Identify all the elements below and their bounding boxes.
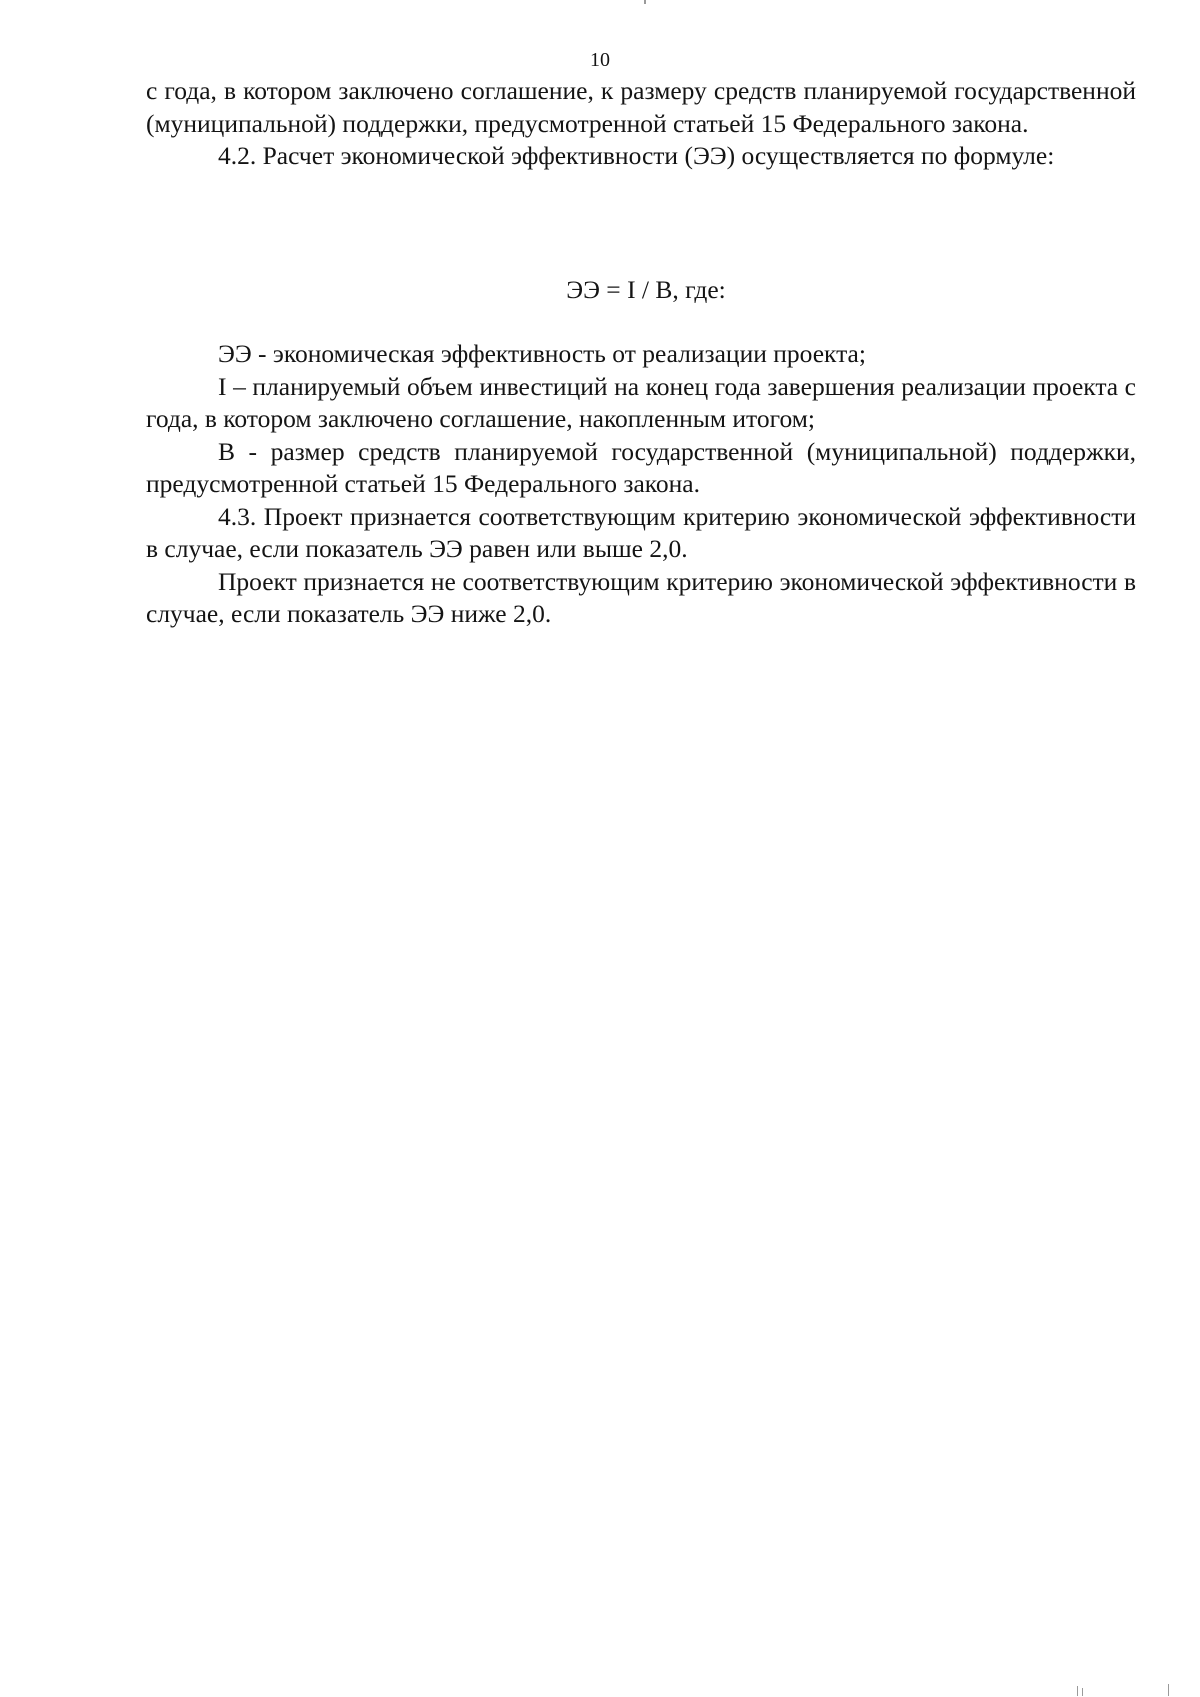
scan-artifact-mark [1082, 1688, 1083, 1696]
definition-i: I – планируемый объем инвестиций на конец года завершения реализации проекта с года, в котором заключено соглашение, накопленным итогом; [146, 371, 1136, 433]
page-number: 10 [590, 49, 610, 71]
scan-artifact-mark [1168, 1684, 1169, 1696]
paragraph-4-2: 4.2. Расчет экономической эффективности (ЭЭ) осуществляется по формуле: [218, 141, 1055, 170]
paragraph-4-3: 4.3. Проект признается соответствующим критерию экономической эффективности в случае, если показатель ЭЭ равен или выше 2,0. [146, 501, 1136, 563]
scan-artifact-mark [644, 0, 646, 4]
text-block-lower [146, 338, 1136, 631]
formula-line: ЭЭ = I / B, где: [566, 275, 726, 304]
scan-artifact-mark [1077, 1686, 1078, 1696]
definition-ee: ЭЭ - экономическая эффективность от реализации проекта; [218, 339, 866, 368]
paragraph-4-1-continuation: с года, в котором заключено соглашение, к размеру средств планируемой государственной (муниципальной) поддержки, предусмотренной статьей 15 Федерального закона. [146, 76, 1136, 138]
paragraph-closing: Проект признается не соответствующим критерию экономической эффективности в случае, если показатель ЭЭ ниже 2,0. [146, 566, 1136, 628]
text-block-upper [146, 75, 1136, 173]
definition-b: B - размер средств планируемой государственной (муниципальной) поддержки, предусмотренной статьей 15 Федерального закона. [146, 436, 1136, 498]
